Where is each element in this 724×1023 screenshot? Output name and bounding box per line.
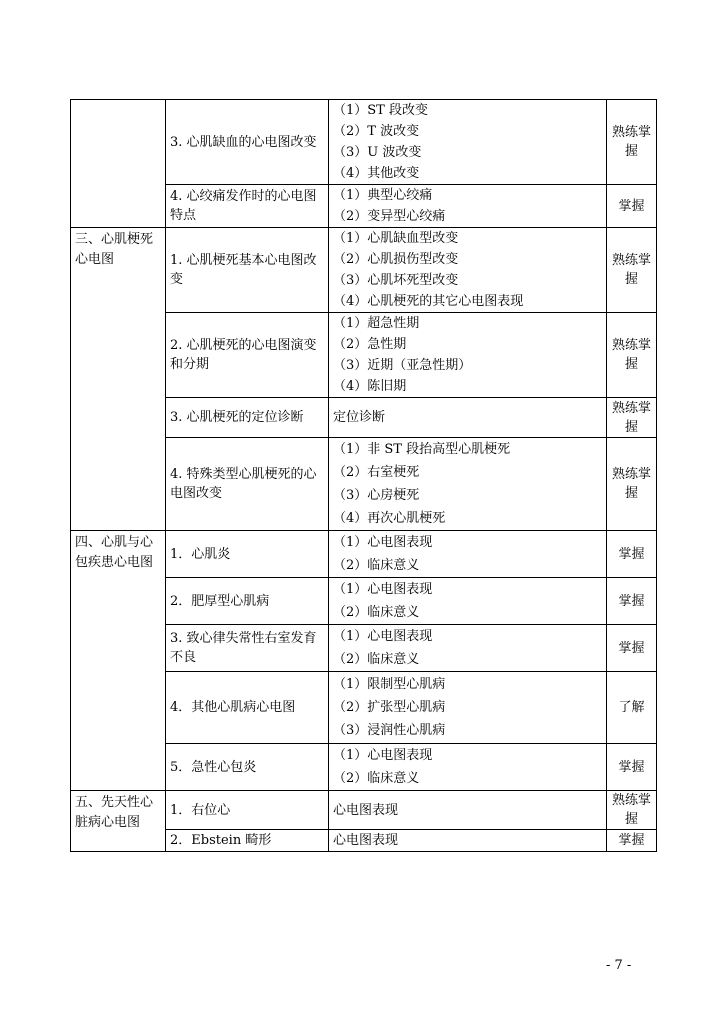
content-cell bbox=[329, 672, 607, 744]
topic-cell: 1．右位心 bbox=[166, 791, 329, 830]
requirement-cell: 熟练掌握 bbox=[607, 228, 657, 313]
content-cell bbox=[329, 398, 607, 438]
requirement-cell: 掌握 bbox=[607, 830, 657, 852]
content-cell bbox=[329, 830, 607, 852]
content-item: （3）浸润性心肌病 bbox=[333, 723, 446, 738]
requirement-cell: 熟练掌握 bbox=[607, 398, 657, 438]
content-item: （1）非 ST 段抬高型心肌梗死 bbox=[333, 442, 511, 457]
content-cell bbox=[329, 531, 607, 578]
topic-cell: 4. 心绞痛发作时的心电图特点 bbox=[166, 185, 329, 228]
requirement-cell: 了解 bbox=[607, 672, 657, 744]
requirement-cell: 掌握 bbox=[607, 625, 657, 672]
content-item: （4）再次心肌梗死 bbox=[333, 511, 446, 526]
content-cell bbox=[329, 185, 607, 228]
content-cell bbox=[329, 228, 607, 313]
content-cell bbox=[329, 791, 607, 830]
content-item: （3）近期（亚急性期） bbox=[333, 358, 472, 373]
topic-cell: 1. 心肌梗死基本心电图改变 bbox=[166, 228, 329, 313]
content-cell bbox=[329, 625, 607, 672]
content-item: （3）心房梗死 bbox=[333, 488, 420, 503]
content-cell bbox=[329, 744, 607, 791]
content-item: （4）其他改变 bbox=[333, 166, 420, 181]
requirement-cell: 熟练掌握 bbox=[607, 100, 657, 185]
content-item: （2）扩张型心肌病 bbox=[333, 700, 446, 715]
requirement-cell: 熟练掌握 bbox=[607, 791, 657, 830]
syllabus-table bbox=[70, 99, 657, 852]
topic-cell: 4. 特殊类型心肌梗死的心电图改变 bbox=[166, 438, 329, 531]
content-item: （3）心肌坏死型改变 bbox=[333, 273, 459, 288]
content-item: （2）T 波改变 bbox=[333, 124, 420, 139]
topic-cell: 1．心肌炎 bbox=[166, 531, 329, 578]
content-item: 心电图表现 bbox=[333, 802, 399, 818]
content-item: （1）超急性期 bbox=[333, 316, 420, 331]
content-item: （2）临床意义 bbox=[333, 771, 420, 786]
content-item: （2）急性期 bbox=[333, 337, 407, 352]
table-row bbox=[71, 791, 657, 830]
content-cell bbox=[329, 578, 607, 625]
requirement-cell: 掌握 bbox=[607, 531, 657, 578]
section-title-cell: 四、心肌与心包疾患心电图 bbox=[71, 531, 166, 791]
content-item: （4）陈旧期 bbox=[333, 379, 407, 394]
section-cell-continued bbox=[71, 100, 166, 228]
content-item: （2）临床意义 bbox=[333, 605, 420, 620]
content-item: （2）临床意义 bbox=[333, 652, 420, 667]
content-item: 心电图表现 bbox=[333, 833, 399, 848]
content-item: （4）心肌梗死的其它心电图表现 bbox=[333, 294, 524, 309]
topic-cell: 3. 心肌缺血的心电图改变 bbox=[166, 100, 329, 185]
requirement-cell: 掌握 bbox=[607, 744, 657, 791]
section-title-cell: 五、先天性心脏病心电图 bbox=[71, 791, 166, 852]
content-cell bbox=[329, 313, 607, 398]
content-item: （1）典型心绞痛 bbox=[333, 188, 433, 203]
content-item: （1）ST 段改变 bbox=[333, 103, 428, 118]
topic-cell: 4．其他心肌病心电图 bbox=[166, 672, 329, 744]
content-item: （1）心电图表现 bbox=[333, 535, 433, 550]
table-row bbox=[71, 100, 657, 185]
content-cell bbox=[329, 438, 607, 531]
table-row bbox=[71, 228, 657, 313]
content-item: （2）变异型心绞痛 bbox=[333, 209, 446, 224]
content-item: （2）右室梗死 bbox=[333, 465, 420, 480]
content-item: 定位诊断 bbox=[333, 410, 386, 425]
content-cell bbox=[329, 100, 607, 185]
content-item: （2）心肌损伤型改变 bbox=[333, 252, 459, 267]
requirement-cell: 熟练掌握 bbox=[607, 438, 657, 531]
topic-cell: 3. 心肌梗死的定位诊断 bbox=[166, 398, 329, 438]
content-item: （1）心电图表现 bbox=[333, 582, 433, 597]
content-item: （1）心肌缺血型改变 bbox=[333, 231, 459, 246]
topic-cell: 2．肥厚型心肌病 bbox=[166, 578, 329, 625]
content-item: （3）U 波改变 bbox=[333, 145, 422, 160]
content-item: （1）限制型心肌病 bbox=[333, 677, 446, 692]
section-title-cell: 三、心肌梗死心电图 bbox=[71, 228, 166, 531]
topic-cell: 2．Ebstein 畸形 bbox=[166, 830, 329, 852]
content-item: （1）心电图表现 bbox=[333, 748, 433, 763]
topic-cell: 3. 致心律失常性右室发育不良 bbox=[166, 625, 329, 672]
topic-cell: 5．急性心包炎 bbox=[166, 744, 329, 791]
requirement-cell: 熟练掌握 bbox=[607, 313, 657, 398]
requirement-cell: 掌握 bbox=[607, 578, 657, 625]
content-item: （2）临床意义 bbox=[333, 558, 420, 573]
content-item: （1）心电图表现 bbox=[333, 629, 433, 644]
topic-cell: 2. 心肌梗死的心电图演变和分期 bbox=[166, 313, 329, 398]
page-number: - 7 - bbox=[606, 958, 632, 973]
table-row bbox=[71, 531, 657, 578]
requirement-cell: 掌握 bbox=[607, 185, 657, 228]
